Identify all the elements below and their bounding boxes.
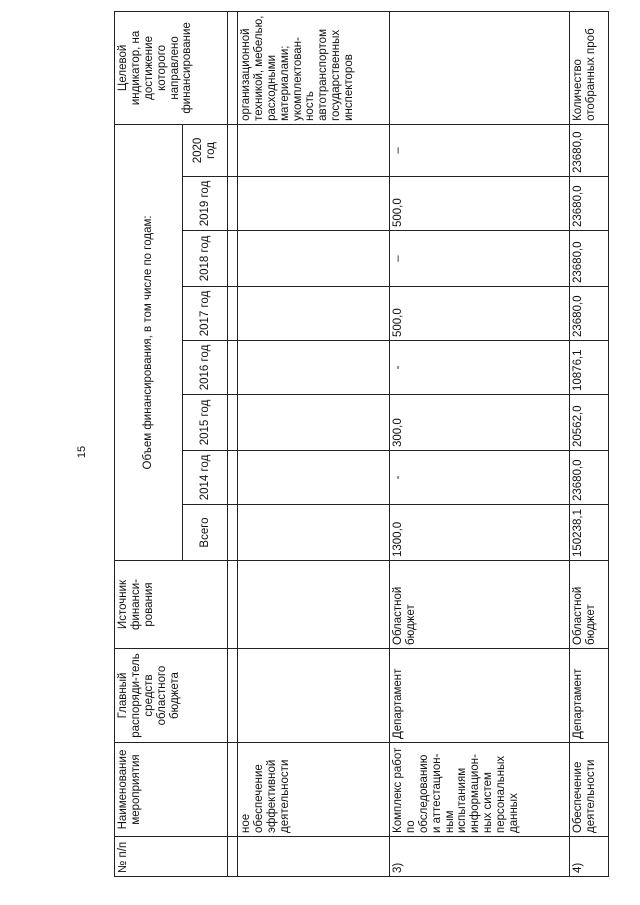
header-year-2019: 2019 год <box>183 177 228 231</box>
cell-2015 <box>238 395 390 451</box>
cell-2020 <box>238 124 390 176</box>
rotated-page <box>114 15 608 877</box>
cell-indicator: организационной техникой, мебелью, расходными материалами; укомплектован-ность автотранспортом государственных инспекторов <box>238 11 390 124</box>
cell-source: Областной бюджет <box>390 561 570 649</box>
cell-2018 <box>238 231 390 287</box>
header-year-2018: 2018 год <box>183 231 228 287</box>
cell-2015: 300,0 <box>390 395 570 451</box>
cell-total: 150238,1 <box>570 505 609 561</box>
header-year-2015: 2015 год <box>183 395 228 451</box>
page-number: 15 <box>76 445 88 459</box>
cell-num: 4) <box>570 837 609 877</box>
table-row <box>570 11 609 876</box>
financing-table <box>114 11 609 877</box>
cell-2014 <box>238 451 390 505</box>
header-total: Всего <box>183 505 228 561</box>
cell-num: 3) <box>390 837 570 877</box>
header-name: Наименование мероприятия <box>115 743 228 837</box>
cell-name: Комплекс работ по обследованию и аттестацион-ным испытаниям информацион-ных систем персональных данных <box>390 743 570 837</box>
cell-indicator <box>390 11 570 124</box>
header-year-2017: 2017 год <box>183 287 228 341</box>
cell-2019: 500,0 <box>390 177 570 231</box>
header-indicator: Целевой индикатор, на достижение которого направлено финансирование <box>115 11 228 124</box>
header-volume: Объем финансирования, в том числе по годам: <box>115 124 183 560</box>
cell-num <box>238 837 390 877</box>
cell-2019: 23680,0 <box>570 177 609 231</box>
cell-2018: 23680,0 <box>570 231 609 287</box>
cell-2020: 23680,0 <box>570 124 609 176</box>
header-year-2016: 2016 год <box>183 341 228 395</box>
cell-name: ное обеспечение эффективной деятельности <box>238 743 390 837</box>
cell-name: Обеспечение деятельности <box>570 743 609 837</box>
table-spacer-row <box>228 11 238 876</box>
header-manager: Главный распоряди-тель средств областного бюджета <box>115 649 228 743</box>
cell-2017: 500,0 <box>390 287 570 341</box>
cell-2018: – <box>390 231 570 287</box>
cell-2019 <box>238 177 390 231</box>
table-header-row <box>115 11 183 876</box>
cell-2014: 23680,0 <box>570 451 609 505</box>
header-source: Источник финанси-рования <box>115 561 228 649</box>
cell-manager: Департамент <box>570 649 609 743</box>
cell-2016: 10876,1 <box>570 341 609 395</box>
cell-2020: – <box>390 124 570 176</box>
cell-manager: Департамент <box>390 649 570 743</box>
cell-total <box>238 505 390 561</box>
cell-2015: 20562,0 <box>570 395 609 451</box>
header-num: № п/п <box>115 837 228 877</box>
cell-manager <box>238 649 390 743</box>
header-year-2020: 2020 год <box>183 124 228 176</box>
cell-2014: - <box>390 451 570 505</box>
cell-source: Областной бюджет <box>570 561 609 649</box>
cell-total: 1300,0 <box>390 505 570 561</box>
cell-indicator: Количество отобранных проб <box>570 11 609 124</box>
table-row <box>390 11 570 876</box>
table-row <box>238 11 390 876</box>
cell-2017 <box>238 287 390 341</box>
cell-2016: - <box>390 341 570 395</box>
cell-2016 <box>238 341 390 395</box>
header-year-2014: 2014 год <box>183 451 228 505</box>
cell-source <box>238 561 390 649</box>
cell-2017: 23680,0 <box>570 287 609 341</box>
